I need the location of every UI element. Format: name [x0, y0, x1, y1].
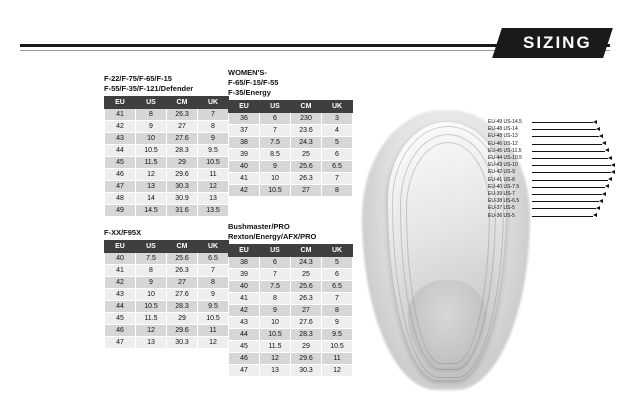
- column-header: EU: [105, 241, 136, 253]
- table-cell: 48: [105, 193, 136, 205]
- table-cell: 9: [136, 277, 167, 289]
- table-cell: 46: [105, 169, 136, 181]
- size-callout-label: EU-41 US-8: [488, 176, 515, 183]
- table-row: [229, 185, 353, 197]
- table-block-fxx: [104, 228, 229, 349]
- table-cell: 12: [260, 353, 291, 365]
- table-header-row: [105, 241, 229, 253]
- table-row: [229, 173, 353, 185]
- table-cell: 27: [167, 277, 198, 289]
- table-cell: 27: [291, 305, 322, 317]
- table-cell: 7: [198, 109, 229, 121]
- table-cell: 9: [322, 317, 353, 329]
- table-cell: 5: [322, 257, 353, 269]
- table-row: [229, 317, 353, 329]
- table-cell: 9.5: [322, 329, 353, 341]
- table-cell: 8.5: [260, 149, 291, 161]
- size-callout-label: EU-36 US-5: [488, 212, 515, 219]
- table-cell: 9: [260, 161, 291, 173]
- table-cell: 41: [105, 265, 136, 277]
- table-cell: 8: [322, 305, 353, 317]
- table-cell: 26.3: [167, 265, 198, 277]
- table-cell: 30.3: [167, 181, 198, 193]
- table-row: [229, 329, 353, 341]
- table-cell: 45: [105, 157, 136, 169]
- table-cell: 41: [105, 109, 136, 121]
- table-cell: 29.6: [167, 325, 198, 337]
- table-row: [105, 157, 229, 169]
- table-row: [229, 305, 353, 317]
- table-cell: 25.6: [291, 161, 322, 173]
- table-row: [229, 281, 353, 293]
- page-title: [492, 28, 612, 58]
- callout-leader-line: [532, 208, 596, 209]
- table-cell: 42: [229, 305, 260, 317]
- table-cell: 42: [229, 185, 260, 197]
- size-table: [228, 244, 353, 377]
- table-row: [229, 161, 353, 173]
- size-callout-label: EU-40 US-7.5: [488, 183, 520, 190]
- table-row: [229, 149, 353, 161]
- table-cell: 14: [136, 193, 167, 205]
- table-cell: 11: [198, 169, 229, 181]
- table-row: [105, 313, 229, 325]
- callout-arrow-icon: [596, 206, 600, 210]
- table-title-line: F-22/F-75/F-65/F-15: [104, 74, 172, 83]
- table-cell: 29.6: [167, 169, 198, 181]
- table-cell: 12: [198, 337, 229, 349]
- table-cell: 24.3: [291, 257, 322, 269]
- table-header-row: [105, 97, 229, 109]
- size-callout-label: EU-48 US-14: [488, 126, 518, 133]
- table-cell: 13: [198, 193, 229, 205]
- table-cell: 10: [136, 133, 167, 145]
- callout-leader-line: [532, 136, 599, 137]
- callout-leader-line: [532, 194, 602, 195]
- table-cell: 47: [105, 181, 136, 193]
- size-callout-label: EU-46 US-12: [488, 140, 518, 147]
- table-cell: 13: [136, 181, 167, 193]
- table-cell: 9: [198, 289, 229, 301]
- table-cell: 30.3: [167, 337, 198, 349]
- table-cell: 11.5: [260, 341, 291, 353]
- table-cell: 9: [136, 121, 167, 133]
- table-cell: 47: [229, 365, 260, 377]
- table-title-line: F-65/F-15/F-55: [228, 78, 279, 87]
- table-cell: 45: [229, 341, 260, 353]
- table-row: [229, 293, 353, 305]
- table-cell: 25: [291, 149, 322, 161]
- callout-arrow-icon: [599, 199, 603, 203]
- table-cell: 43: [105, 133, 136, 145]
- table-cell: 41: [229, 293, 260, 305]
- size-table: [228, 100, 353, 197]
- table-cell: 10.5: [136, 145, 167, 157]
- table-row: [229, 269, 353, 281]
- table-cell: 47: [105, 337, 136, 349]
- callout-arrow-icon: [605, 148, 609, 152]
- callout-leader-line: [532, 165, 611, 166]
- table-cell: 6.5: [322, 281, 353, 293]
- table-cell: 13.5: [198, 205, 229, 217]
- callout-arrow-icon: [599, 134, 603, 138]
- table-header-row: [229, 101, 353, 113]
- callout-arrow-icon: [596, 127, 600, 131]
- column-header: UK: [322, 245, 353, 257]
- callout-leader-line: [532, 151, 605, 152]
- table-cell: 12: [322, 365, 353, 377]
- callout-leader-line: [532, 187, 605, 188]
- table-cell: 11.5: [136, 157, 167, 169]
- table-cell: 27.6: [167, 289, 198, 301]
- table-cell: 8: [198, 121, 229, 133]
- size-table: [104, 240, 229, 349]
- table-cell: 46: [105, 325, 136, 337]
- table-cell: 6.5: [198, 253, 229, 265]
- table-cell: 13: [136, 337, 167, 349]
- table-block-womens: [228, 68, 353, 197]
- table-cell: 10.5: [260, 185, 291, 197]
- table-cell: 44: [229, 329, 260, 341]
- table-cell: 29: [167, 313, 198, 325]
- table-cell: 7.5: [260, 137, 291, 149]
- table-title-line: Rexton/Energy/AFX/PRO: [228, 232, 317, 241]
- callout-arrow-icon: [611, 163, 615, 167]
- table-cell: 12: [198, 181, 229, 193]
- callout-arrow-icon: [608, 156, 612, 160]
- callout-arrow-icon: [593, 120, 597, 124]
- table-cell: 40: [229, 161, 260, 173]
- table-cell: 39: [229, 269, 260, 281]
- table-title-line: WOMEN'S-: [228, 68, 267, 77]
- table-cell: 27.6: [291, 317, 322, 329]
- column-header: UK: [198, 97, 229, 109]
- table-row: [229, 125, 353, 137]
- header-banner: [0, 28, 630, 68]
- table-cell: 26.3: [291, 173, 322, 185]
- table-cell: 12: [136, 169, 167, 181]
- table-row: [105, 181, 229, 193]
- table-cell: 29: [167, 157, 198, 169]
- table-cell: 6: [260, 113, 291, 125]
- callout-arrow-icon: [611, 170, 615, 174]
- callout-arrow-icon: [602, 192, 606, 196]
- table-cell: 10.5: [198, 313, 229, 325]
- table-cell: 25.6: [167, 253, 198, 265]
- table-cell: 31.6: [167, 205, 198, 217]
- table-row: [105, 337, 229, 349]
- table-cell: 6: [322, 149, 353, 161]
- table-row: [105, 193, 229, 205]
- column-header: EU: [229, 101, 260, 113]
- table-cell: 10.5: [136, 301, 167, 313]
- table-cell: 230: [291, 113, 322, 125]
- table-row: [105, 205, 229, 217]
- size-callout-label: EU-45 US-11.5: [488, 147, 522, 154]
- table-cell: 39: [229, 149, 260, 161]
- callout-arrow-icon: [608, 177, 612, 181]
- table-cell: 25: [291, 269, 322, 281]
- size-callout-label: EU-49 US-14.5: [488, 119, 522, 125]
- table-cell: 11: [322, 353, 353, 365]
- table-cell: 12: [136, 325, 167, 337]
- table-row: [229, 113, 353, 125]
- table-cell: 37: [229, 125, 260, 137]
- table-cell: 42: [105, 121, 136, 133]
- callout-leader-line: [532, 180, 608, 181]
- column-header: CM: [291, 101, 322, 113]
- callout-arrow-icon: [605, 184, 609, 188]
- table-cell: 7.5: [136, 253, 167, 265]
- size-callout-list: [488, 118, 628, 228]
- table-cell: 42: [105, 277, 136, 289]
- table-cell: 10: [260, 317, 291, 329]
- table-row: [105, 325, 229, 337]
- table-row: [105, 301, 229, 313]
- table-cell: 7: [260, 125, 291, 137]
- table-cell: 24.3: [291, 137, 322, 149]
- table-cell: 8: [260, 293, 291, 305]
- table-cell: 13: [260, 365, 291, 377]
- table-cell: 40: [229, 281, 260, 293]
- table-cell: 7: [198, 265, 229, 277]
- table-row: [105, 109, 229, 121]
- table-cell: 45: [105, 313, 136, 325]
- table-cell: 7: [322, 293, 353, 305]
- table-cell: 46: [229, 353, 260, 365]
- table-row: [229, 341, 353, 353]
- table-block-bushmaster: [228, 222, 353, 377]
- table-row: [229, 137, 353, 149]
- table-cell: 25.6: [291, 281, 322, 293]
- column-header: UK: [322, 101, 353, 113]
- size-callout-label: EU-38 US-6.5: [488, 198, 520, 205]
- table-cell: 27: [167, 121, 198, 133]
- table-cell: 38: [229, 257, 260, 269]
- table-block-mens: [104, 74, 229, 217]
- table-cell: 27: [291, 185, 322, 197]
- table-row: [105, 145, 229, 157]
- column-header: CM: [291, 245, 322, 257]
- size-callout-label: EU-39 US-7: [488, 191, 515, 197]
- table-row: [229, 365, 353, 377]
- size-callout-label: EU-43 US-10: [488, 162, 518, 169]
- column-header: CM: [167, 97, 198, 109]
- size-callout-label: EU-48 US-13: [488, 133, 518, 140]
- callout-leader-line: [532, 122, 593, 123]
- table-row: [105, 277, 229, 289]
- table-cell: 9: [260, 305, 291, 317]
- table-cell: 7: [260, 269, 291, 281]
- table-cell: 14.5: [136, 205, 167, 217]
- table-cell: 28.3: [167, 145, 198, 157]
- table-cell: 28.3: [291, 329, 322, 341]
- table-cell: 8: [322, 185, 353, 197]
- table-cell: 26.3: [167, 109, 198, 121]
- callout-leader-line: [532, 144, 602, 145]
- column-header: EU: [229, 245, 260, 257]
- table-cell: 10: [136, 289, 167, 301]
- column-header: CM: [167, 241, 198, 253]
- table-row: [229, 257, 353, 269]
- table-cell: 11.5: [136, 313, 167, 325]
- table-cell: 9: [198, 133, 229, 145]
- table-cell: 30.9: [167, 193, 198, 205]
- table-title-line: F-55/F-35/F-121/Defender: [104, 84, 194, 93]
- callout-arrow-icon: [593, 213, 597, 217]
- table-cell: 30.3: [291, 365, 322, 377]
- table-cell: 10.5: [322, 341, 353, 353]
- table-row: [105, 169, 229, 181]
- table-cell: 41: [229, 173, 260, 185]
- column-header: US: [136, 241, 167, 253]
- column-header: US: [260, 245, 291, 257]
- table-cell: 40: [105, 253, 136, 265]
- column-header: US: [260, 101, 291, 113]
- table-cell: 29.6: [291, 353, 322, 365]
- table-cell: 23.6: [291, 125, 322, 137]
- size-table: [104, 96, 229, 217]
- size-callout-label: EU-42 US-9: [488, 169, 515, 176]
- column-header: UK: [198, 241, 229, 253]
- callout-leader-line: [532, 129, 596, 130]
- size-callout-label: EU-37 US-5: [488, 205, 515, 212]
- table-cell: 29: [291, 341, 322, 353]
- table-row: [105, 265, 229, 277]
- table-row: [105, 253, 229, 265]
- table-header-row: [229, 245, 353, 257]
- table-cell: 38: [229, 137, 260, 149]
- table-cell: 10.5: [198, 157, 229, 169]
- table-cell: 3: [322, 113, 353, 125]
- callout-leader-line: [532, 201, 599, 202]
- callout-leader-line: [532, 172, 611, 173]
- table-cell: 27.6: [167, 133, 198, 145]
- callout-arrow-icon: [602, 141, 606, 145]
- callout-leader-line: [532, 158, 608, 159]
- table-cell: 28.3: [167, 301, 198, 313]
- size-callout: [488, 212, 515, 221]
- table-cell: 49: [105, 205, 136, 217]
- table-cell: 8: [198, 277, 229, 289]
- table-cell: 43: [105, 289, 136, 301]
- table-cell: 44: [105, 301, 136, 313]
- table-title-line: F-35/Energy: [228, 88, 271, 97]
- table-row: [105, 289, 229, 301]
- column-header: EU: [105, 97, 136, 109]
- table-row: [105, 133, 229, 145]
- size-callout-label: EU-44 US-10.5: [488, 155, 522, 161]
- table-cell: 6: [322, 269, 353, 281]
- table-cell: 9.5: [198, 145, 229, 157]
- table-cell: 36: [229, 113, 260, 125]
- table-cell: 26.3: [291, 293, 322, 305]
- table-cell: 8: [136, 265, 167, 277]
- table-cell: 7: [322, 173, 353, 185]
- page-title-label: SIZING: [523, 33, 592, 52]
- table-cell: 44: [105, 145, 136, 157]
- table-cell: 6.5: [322, 161, 353, 173]
- table-cell: 10.5: [260, 329, 291, 341]
- table-cell: 7.5: [260, 281, 291, 293]
- table-cell: 9.5: [198, 301, 229, 313]
- table-cell: 10: [260, 173, 291, 185]
- table-row: [229, 353, 353, 365]
- table-cell: 43: [229, 317, 260, 329]
- table-cell: 5: [322, 137, 353, 149]
- table-cell: 11: [198, 325, 229, 337]
- table-cell: 4: [322, 125, 353, 137]
- table-title-line: F-XX/F95X: [104, 228, 142, 237]
- table-cell: 6: [260, 257, 291, 269]
- table-title-line: Bushmaster/PRO: [228, 222, 290, 231]
- table-row: [105, 121, 229, 133]
- callout-leader-line: [532, 216, 593, 217]
- column-header: US: [136, 97, 167, 109]
- table-cell: 8: [136, 109, 167, 121]
